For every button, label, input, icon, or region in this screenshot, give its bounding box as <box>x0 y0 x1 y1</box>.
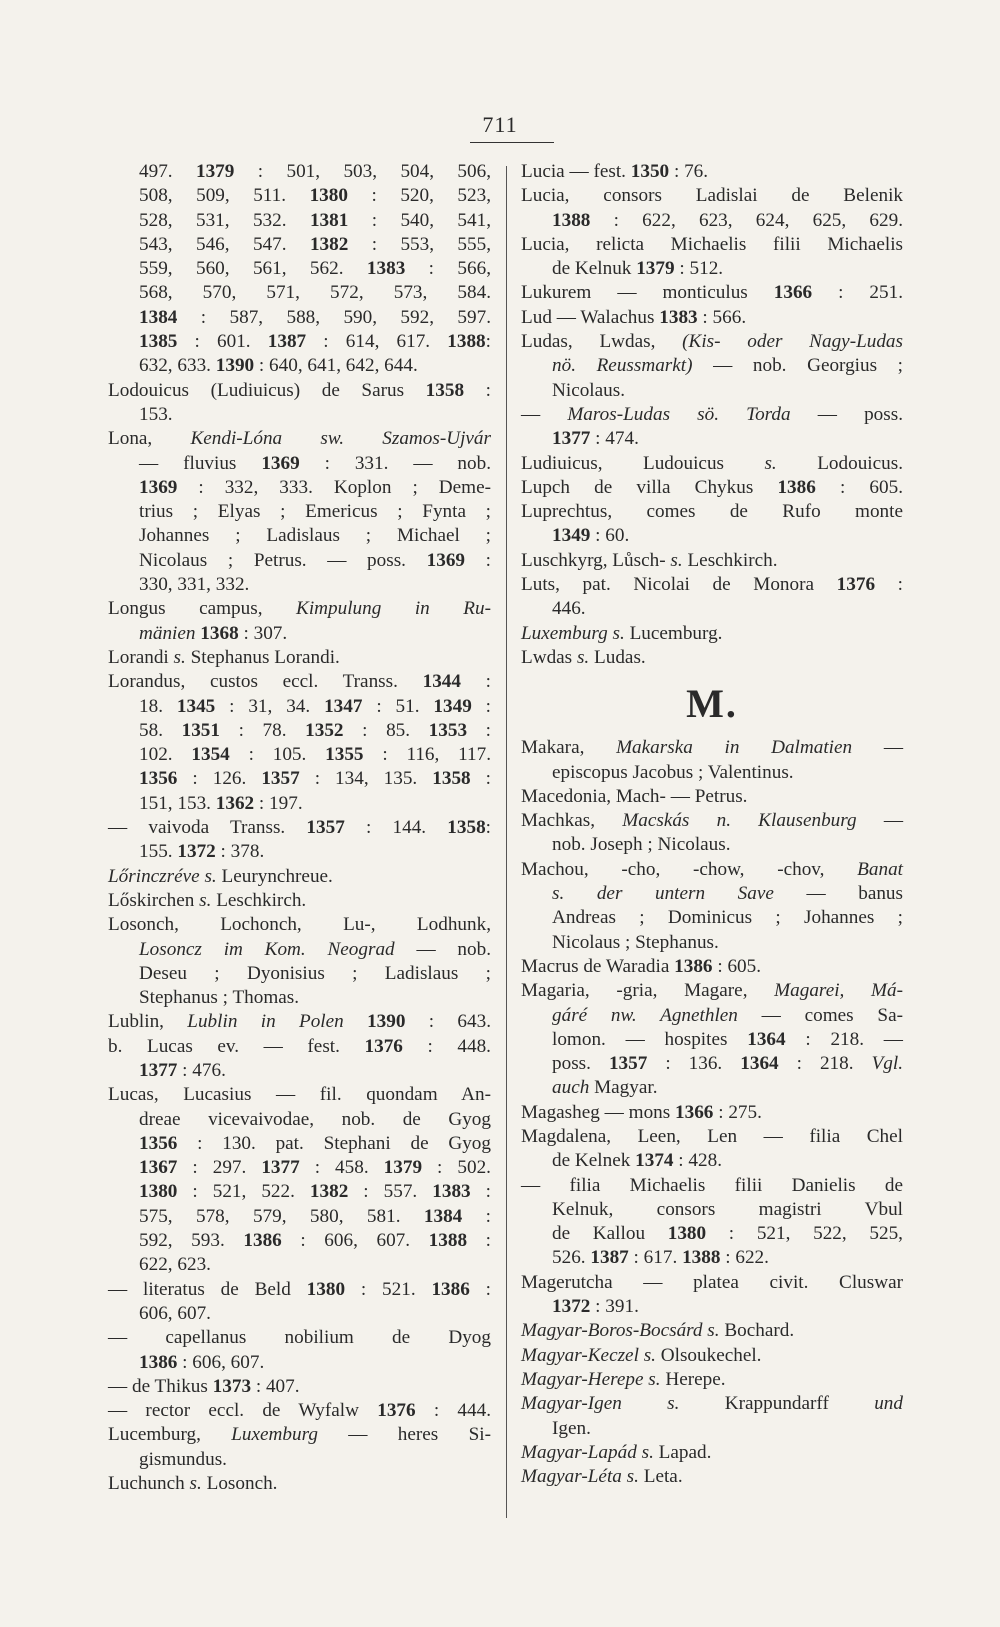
index-entry-continuation: 446. <box>552 598 586 620</box>
index-entry-continuation: lomon. — hospites 1364 : 218. — <box>552 1028 903 1050</box>
index-entry-continuation: episcopus Jacobus ; Valentinus. <box>552 761 794 783</box>
index-entry-continuation: 575, 578, 579, 580, 581. 1384 : <box>139 1205 491 1227</box>
index-entry-line: Ludiuicus, Ludouicus s. Lodouicus. <box>521 452 903 474</box>
index-entry-line: — Maros-Ludas sö. Torda — poss. <box>521 403 903 425</box>
index-entry-line: b. Lucas ev. — fest. 1376 : 448. <box>108 1035 491 1057</box>
index-entry-line: — capellanus nobilium de Dyog <box>108 1327 491 1349</box>
index-entry-line: Lupch de villa Chykus 1386 : 605. <box>521 476 903 498</box>
index-entry-continuation: 1367 : 297. 1377 : 458. 1379 : 502. <box>139 1157 491 1179</box>
index-entry-continuation: Igen. <box>552 1417 591 1439</box>
index-entry-line: — rector eccl. de Wyfalw 1376 : 444. <box>108 1400 491 1422</box>
index-entry-line: Lucas, Lucasius — fil. quondam An- <box>108 1084 491 1106</box>
index-entry-continuation: 151, 153. 1362 : 197. <box>139 792 303 814</box>
index-entry-line: Magyar-Boros-Bocsárd s. Bochard. <box>521 1320 795 1342</box>
left-column <box>108 160 491 1496</box>
index-entry-continuation: 543, 546, 547. 1382 : 553, 555, <box>139 233 491 255</box>
section-letter-heading: M. <box>686 681 738 727</box>
index-entry-continuation: 1385 : 601. 1387 : 614, 617. 1388: <box>139 331 491 353</box>
index-entry-continuation: Deseu ; Dyonisius ; Ladislaus ; <box>139 962 491 984</box>
index-entry-line: Lorandi s. Stephanus Lorandi. <box>108 646 340 668</box>
index-entry-continuation: Losoncz im Kom. Neograd — nob. <box>139 938 491 960</box>
index-entry-continuation: 18. 1345 : 31, 34. 1347 : 51. 1349 : <box>139 695 491 717</box>
index-entry-continuation: 1377 : 474. <box>552 428 639 450</box>
index-entry-line: Longus campus, Kimpulung in Ru- <box>108 598 491 620</box>
index-entry-line: Magyar-Lapád s. Lapad. <box>521 1441 712 1463</box>
index-entry-continuation: Stephanus ; Thomas. <box>139 987 300 1009</box>
index-entry-continuation: 1369 : 332, 333. Koplon ; Deme- <box>139 476 491 498</box>
index-entry-line: Ludas, Lwdas, (Kis- oder Nagy-Ludas <box>521 331 903 353</box>
index-entry-continuation: Nicolaus. <box>552 379 626 401</box>
index-entry-continuation: s. der untern Save — banus <box>552 883 903 905</box>
index-entry-line: Magyar-Igen s. Krappundarff und <box>521 1393 903 1415</box>
index-entry-continuation: 1377 : 476. <box>139 1059 226 1081</box>
index-entry-continuation: 1384 : 587, 588, 590, 592, 597. <box>139 306 491 328</box>
index-entry-continuation: 1388 : 622, 623, 624, 625, 629. <box>552 209 903 231</box>
index-entry-line: Losonch, Lochonch, Lu-, Lodhunk, <box>108 914 491 936</box>
index-entry-continuation: 526. 1387 : 617. 1388 : 622. <box>552 1247 769 1269</box>
index-entry-line: Makara, Makarska in Dalmatien — <box>521 737 903 759</box>
index-entry-line: Luts, pat. Nicolai de Monora 1376 : <box>521 574 903 596</box>
index-entry-continuation: 1356 : 130. pat. Stephani de Gyog <box>139 1132 491 1154</box>
index-entry-line: Lucemburg, Luxemburg — heres Si- <box>108 1424 491 1446</box>
index-entry-continuation: 606, 607. <box>139 1302 211 1324</box>
index-entry-continuation: 1356 : 126. 1357 : 134, 135. 1358 : <box>139 768 491 790</box>
index-entry-continuation: 1349 : 60. <box>552 525 630 547</box>
index-entry-continuation: nö. Reussmarkt) — nob. Georgius ; <box>552 355 904 377</box>
index-entry-continuation: 58. 1351 : 78. 1352 : 85. 1353 : <box>139 719 491 741</box>
index-entry-continuation: gáré nw. Agnethlen — comes Sa- <box>552 1004 903 1026</box>
index-entry-line: Lublin, Lublin in Polen 1390 : 643. <box>108 1011 492 1033</box>
index-entry-line: Magyar-Herepe s. Herepe. <box>521 1368 726 1390</box>
index-entry-line: Luxemburg s. Lucemburg. <box>521 622 723 644</box>
index-entry-continuation: mänien 1368 : 307. <box>139 622 288 644</box>
index-entry-continuation: 622, 623. <box>139 1254 211 1276</box>
index-entry-continuation: 1386 : 606, 607. <box>139 1351 265 1373</box>
index-entry-continuation: 632, 633. 1390 : 640, 641, 642, 644. <box>139 355 418 377</box>
index-entry-line: Machkas, Macskás n. Klausenburg — <box>521 810 904 832</box>
index-entry-line: Magasheg — mons 1366 : 275. <box>521 1101 762 1123</box>
index-entry-continuation: Johannes ; Ladislaus ; Michael ; <box>139 525 491 547</box>
index-entry-continuation: auch Magyar. <box>552 1077 658 1099</box>
index-entry-continuation: 1380 : 521, 522. 1382 : 557. 1383 : <box>139 1181 491 1203</box>
index-entry-line: Magdalena, Leen, Len — filia Chel <box>521 1125 903 1147</box>
index-entry-continuation: 568, 570, 571, 572, 573, 584. <box>139 282 491 304</box>
index-entry-continuation: de Kallou 1380 : 521, 522, 525, <box>552 1223 903 1245</box>
column-divider <box>506 166 507 1518</box>
index-entry-line: Lucia, consors Ladislai de Belenik <box>521 185 903 207</box>
index-entry-continuation: Andreas ; Dominicus ; Johannes ; <box>552 907 903 929</box>
index-entry-continuation: 559, 560, 561, 562. 1383 : 566, <box>139 258 491 280</box>
index-entry-continuation: 528, 531, 532. 1381 : 540, 541, <box>139 209 491 231</box>
index-entry-continuation: trius ; Elyas ; Emericus ; Fynta ; <box>139 501 491 523</box>
index-entry-continuation: — fluvius 1369 : 331. — nob. <box>139 452 491 474</box>
index-entry-line: Lucia, relicta Michaelis filii Michaelis <box>521 233 903 255</box>
index-entry-line: Lucia — fest. 1350 : 76. <box>521 161 709 182</box>
index-entry-line: Lodouicus (Ludiuicus) de Sarus 1358 : <box>108 379 491 401</box>
index-entry-line: Macrus de Waradia 1386 : 605. <box>521 955 762 977</box>
right-column <box>521 160 903 1489</box>
index-entry-line: — vaivoda Transs. 1357 : 144. 1358: <box>108 817 491 839</box>
index-entry-continuation: de Kelnuk 1379 : 512. <box>552 258 724 280</box>
index-entry-continuation: de Kelnek 1374 : 428. <box>552 1150 723 1172</box>
index-entry-line: — de Thikus 1373 : 407. <box>108 1375 300 1397</box>
index-entry-line: Magyar-Keczel s. Olsoukechel. <box>521 1344 762 1366</box>
index-entry-continuation: Nicolaus ; Petrus. — poss. 1369 : <box>139 549 491 571</box>
index-entry-line: Lorandus, custos eccl. Transs. 1344 : <box>108 671 491 693</box>
index-entry-continuation: nob. Joseph ; Nicolaus. <box>552 834 731 856</box>
index-entry-continuation: 497. 1379 : 501, 503, 504, 506, <box>139 161 491 182</box>
index-entry-line: Magyar-Léta s. Leta. <box>521 1466 683 1488</box>
index-entry-line: Lőskirchen s. Leschkirch. <box>108 889 307 911</box>
index-entry-continuation: 592, 593. 1386 : 606, 607. 1388 : <box>139 1230 491 1252</box>
index-entry-line: Lona, Kendi-Lóna sw. Szamos-Ujvár <box>108 428 491 450</box>
index-entry-continuation: Nicolaus ; Stephanus. <box>552 931 719 953</box>
page-number: 711 <box>482 112 518 137</box>
index-entry-line: Lud — Walachus 1383 : 566. <box>521 306 747 328</box>
index-entry-line: — literatus de Beld 1380 : 521. 1386 : <box>108 1278 491 1300</box>
index-entry-continuation: poss. 1357 : 136. 1364 : 218. Vgl. <box>552 1053 904 1075</box>
index-entry-continuation: Kelnuk, consors magistri Vbul <box>552 1198 903 1220</box>
index-entry-continuation: 508, 509, 511. 1380 : 520, 523, <box>139 185 491 207</box>
index-entry-line: Magerutcha — platea civit. Cluswar <box>521 1271 903 1293</box>
index-entry-line: Lőrinczréve s. Leurynchreue. <box>108 865 333 887</box>
index-entry-line: Magaria, -gria, Magare, Magarei, Má- <box>521 980 903 1002</box>
index-entry-continuation: 155. 1372 : 378. <box>139 841 265 863</box>
index-entry-continuation: 330, 331, 332. <box>139 574 250 596</box>
index-entry-continuation: dreae vicevaivodae, nob. de Gyog <box>139 1108 491 1130</box>
index-entry-continuation: gismundus. <box>139 1448 227 1470</box>
index-entry-line: Lwdas s. Ludas. <box>521 646 646 668</box>
index-entry-line: Luschkyrg, Lůsch- s. Leschkirch. <box>521 549 778 571</box>
index-entry-line: Luchunch s. Losonch. <box>108 1473 278 1495</box>
index-entry-line: Macedonia, Mach- — Petrus. <box>521 785 748 807</box>
index-entry-continuation: 153. <box>139 403 173 425</box>
index-entry-line: Lukurem — monticulus 1366 : 251. <box>521 282 903 304</box>
index-entry-continuation: 1372 : 391. <box>552 1296 639 1318</box>
index-entry-line: Luprechtus, comes de Rufo monte <box>521 501 903 523</box>
index-entry-line: — filia Michaelis filii Danielis de <box>521 1174 903 1196</box>
index-entry-line: Machou, -cho, -chow, -chov, Banat <box>521 858 903 880</box>
index-entry-continuation: 102. 1354 : 105. 1355 : 116, 117. <box>139 744 491 766</box>
page-number-rule <box>470 142 554 143</box>
